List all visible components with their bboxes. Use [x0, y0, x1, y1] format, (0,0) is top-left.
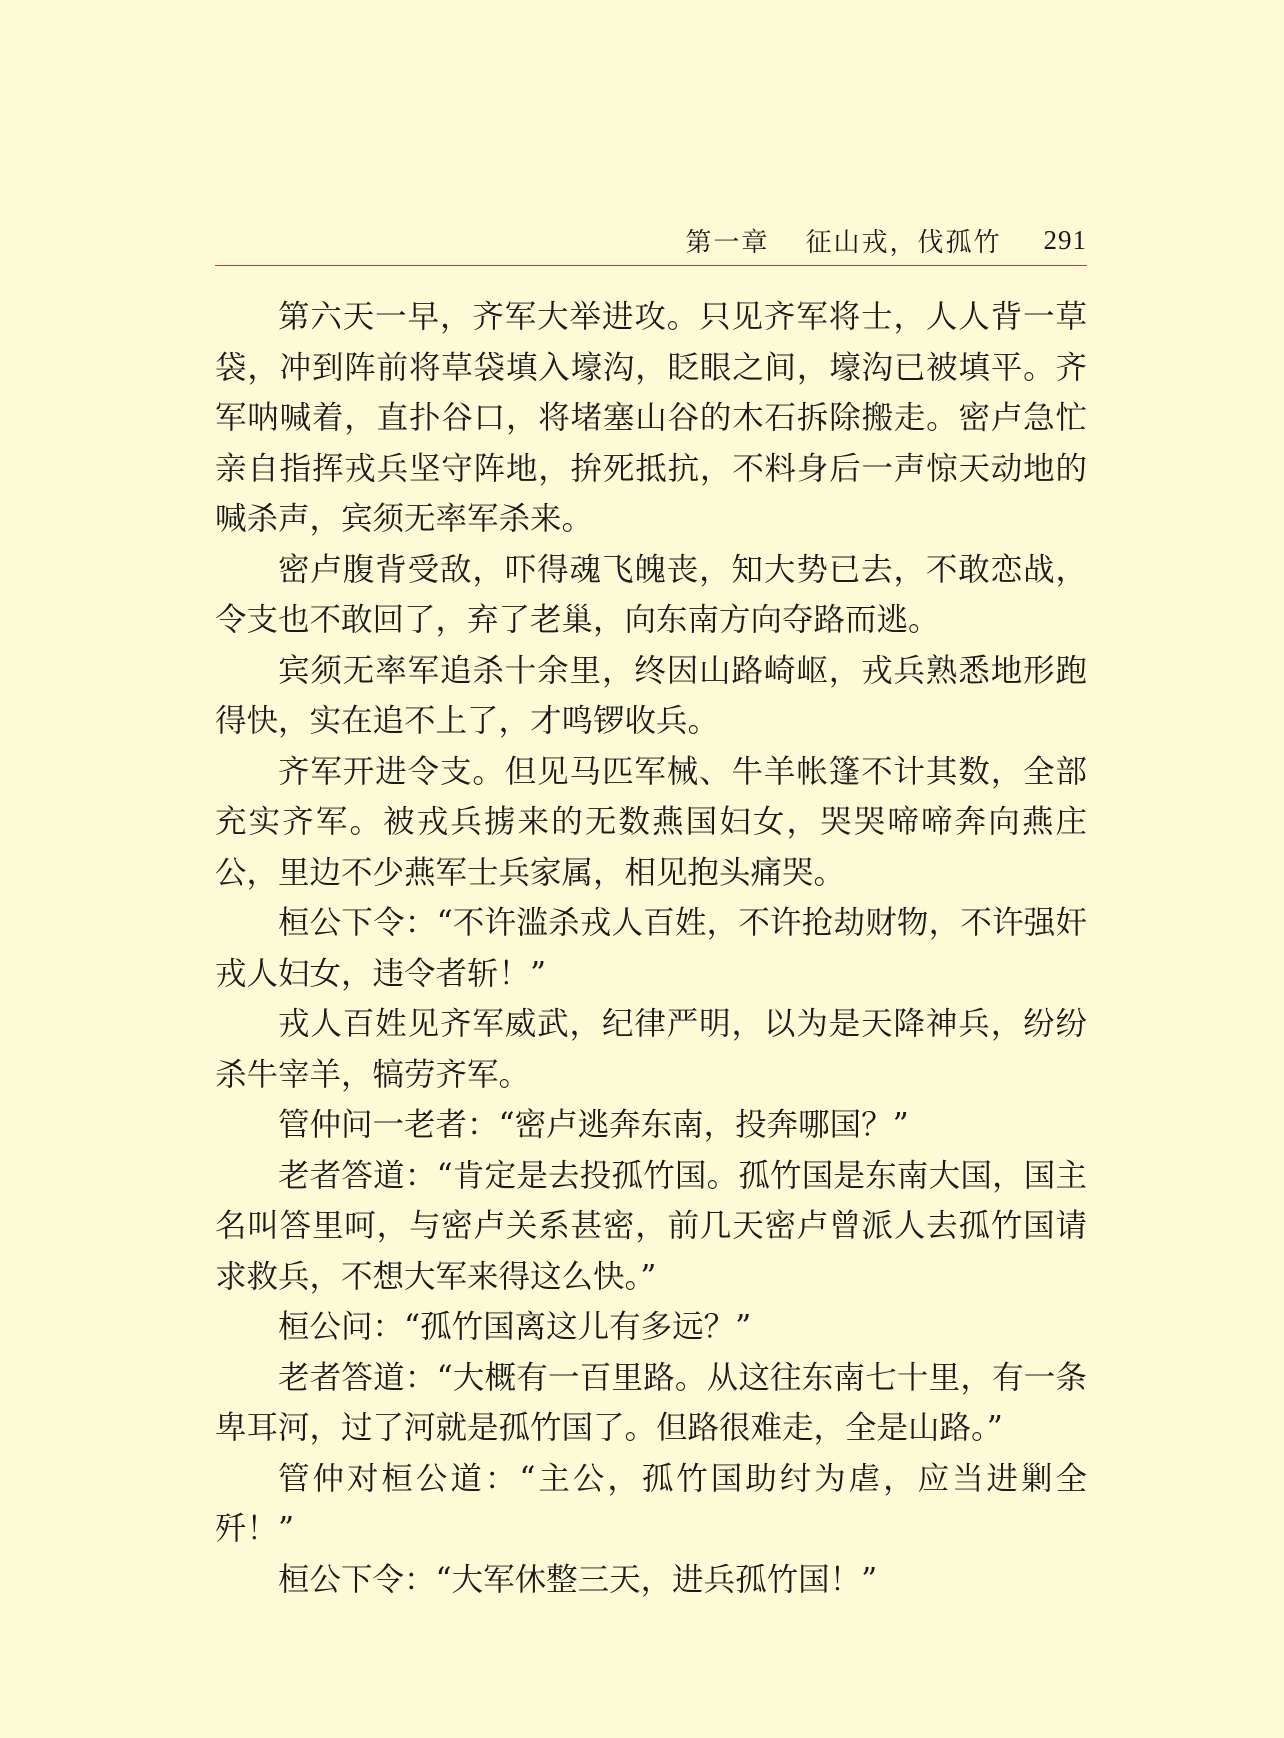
paragraph: 戎人百姓见齐军威武，纪律严明，以为是天降神兵，纷纷杀牛宰羊，犒劳齐军。 [215, 1006, 1087, 1093]
paragraph: 桓公问：“孤竹国离这儿有多远？” [278, 1309, 752, 1345]
chapter-label: 第一章 [685, 227, 770, 258]
paragraph: 老者答道：“大概有一百里路。从这往东南七十里，有一条卑耳河，过了河就是孤竹国了。但路很难走，全是山路。” [215, 1359, 1087, 1446]
paragraph: 桓公下令：“不许滥杀戎人百姓，不许抢劫财物，不许强奸戎人妇女，违令者斩！” [215, 905, 1087, 992]
paragraph: 管仲对桓公道：“主公，孤竹国助纣为虐，应当进剿全歼！” [215, 1460, 1087, 1547]
paragraph: 齐军开进令支。但见马匹军械、牛羊帐篷不计其数，全部充实齐军。被戎兵掳来的无数燕国妇女，哭哭啼啼奔向燕庄公，里边不少燕军士兵家属，相见抱头痛哭。 [215, 753, 1087, 891]
body-text [215, 292, 1087, 1605]
page-number: 291 [1043, 224, 1087, 255]
paragraph: 老者答道：“肯定是去投孤竹国。孤竹国是东南大国，国主名叫答里呵，与密卢关系甚密，前几天密卢曾派人去孤竹国请求救兵，不想大军来得这么快。” [215, 1157, 1087, 1295]
paragraph: 第六天一早，齐军大举进攻。只见齐军将士，人人背一草袋，冲到阵前将草袋填入壕沟，眨眼之间，壕沟已被填平。齐军呐喊着，直扑谷口，将堵塞山谷的木石拆除搬走。密卢急忙亲自指挥戎兵坚守阵地，拚死抵抗，不料身后一声惊天动地的喊杀声，宾须无率军杀来。 [215, 299, 1087, 537]
paragraph: 密卢腹背受敌，吓得魂飞魄丧，知大势已去，不敢恋战，令支也不敢回了，弃了老巢，向东南方向夺路而逃。 [215, 551, 1087, 638]
paragraph: 宾须无率军追杀十余里，终因山路崎岖，戎兵熟悉地形跑得快，实在追不上了，才鸣锣收兵。 [215, 652, 1087, 739]
running-header [215, 218, 1087, 262]
paragraph: 管仲问一老者：“密卢逃奔东南，投奔哪国？” [278, 1107, 909, 1143]
chapter-title: 征山戎，伐孤竹 [805, 227, 1002, 258]
paragraph: 桓公下令：“大军休整三天，进兵孤竹国！” [278, 1561, 878, 1598]
header-divider [215, 265, 1087, 266]
